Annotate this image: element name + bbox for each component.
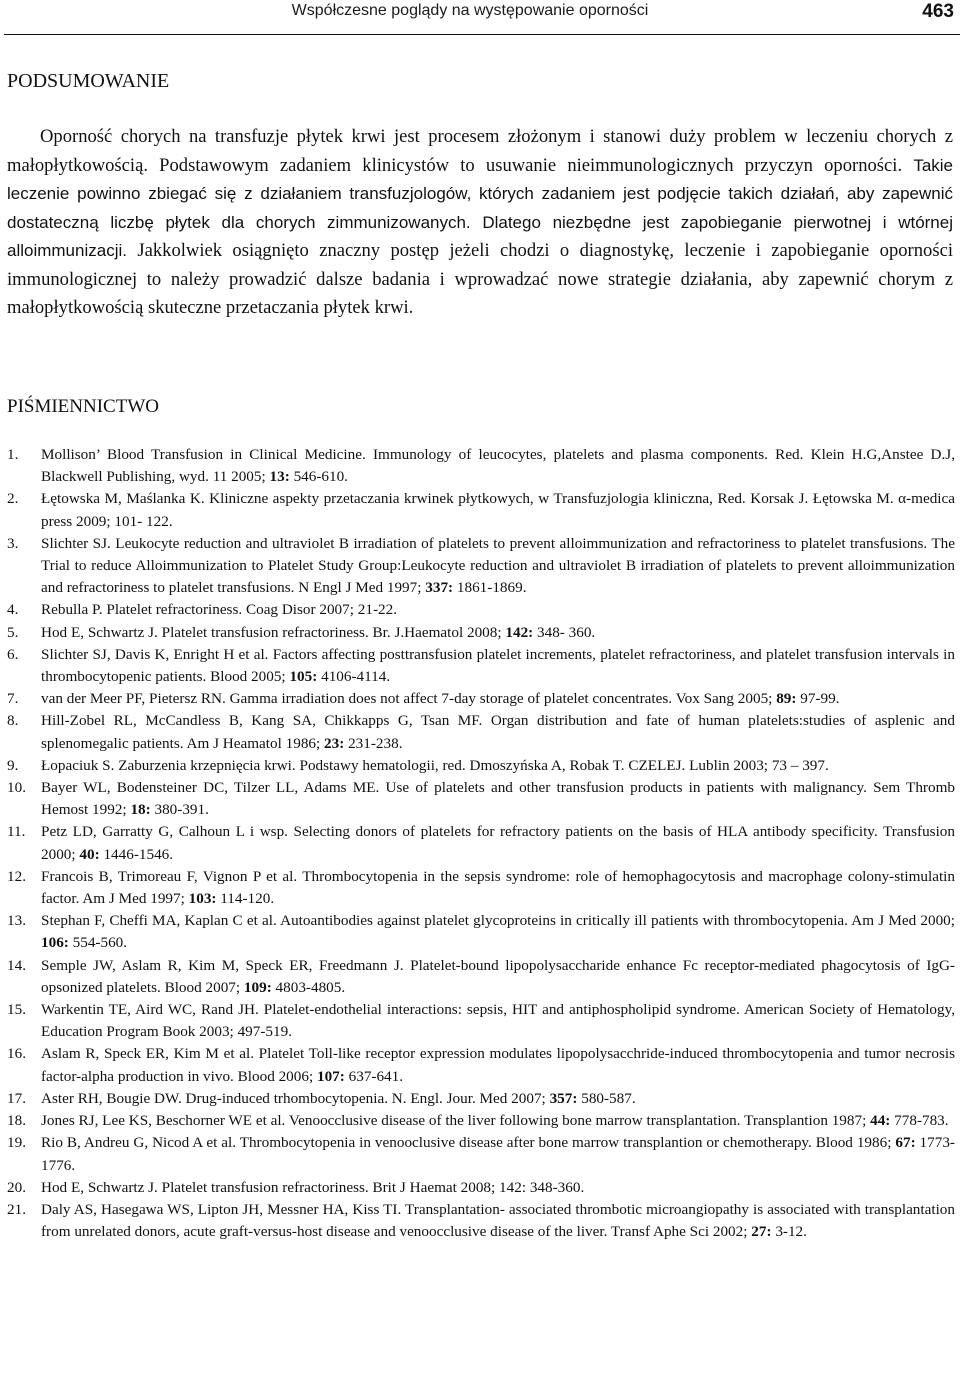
reference-number: 14. <box>7 956 26 974</box>
reference-volume: 103: <box>188 890 217 908</box>
reference-pages: 1446-1546. <box>99 845 174 863</box>
reference-number: 11. <box>7 823 26 841</box>
reference-volume: 40: <box>79 845 100 863</box>
reference-text <box>41 1132 955 1176</box>
reference-item <box>7 444 955 488</box>
reference-citation: Slichter SJ, Davis K, Enright H et al. Factors affecting posttransfusion platelet increments, platelet refractoriness, and platelet transfusion intervals in thrombocytopenic patients. Blood 2005; <box>41 645 955 686</box>
reference-pages: 4803-4805. <box>271 978 346 996</box>
reference-item <box>7 1132 955 1176</box>
reference-volume: 13: <box>269 468 290 486</box>
reference-citation: Rio B, Andreu G, Nicod A et al. Thrombocytopenia in venooclusive disease after bone marrow transplantion or chemotherapy. Blood 1986; <box>41 1134 896 1152</box>
reference-number: 13. <box>7 912 26 930</box>
reference-pages: 637-641. <box>344 1067 404 1085</box>
reference-pages: 3-12. <box>771 1223 807 1241</box>
reference-citation: Francois B, Trimoreau F, Vignon P et al. Thrombocytopenia in the sepsis syndrome: role of hemophagocytosis and macrophage colony-stimulatin factor. Am J Med 1997; <box>41 867 955 908</box>
reference-pages: 4106-4114. <box>317 668 391 686</box>
reference-number: 9. <box>7 756 19 774</box>
reference-volume: 105: <box>289 668 318 686</box>
reference-list <box>7 444 955 1243</box>
reference-volume: 18: <box>130 801 151 819</box>
reference-text <box>41 622 955 644</box>
reference-citation: Hill-Zobel RL, McCandless B, Kang SA, Chikkapps G, Tsan MF. Organ distribution and fate of human platelets:studies of asplenic and splenomegalic patients. Am J Heamatol 1986; <box>41 712 955 752</box>
reference-text <box>41 710 955 754</box>
reference-text <box>41 1199 955 1243</box>
reference-pages: 554-560. <box>68 934 128 952</box>
reference-text <box>41 1043 955 1087</box>
reference-number: 21. <box>7 1200 26 1218</box>
summary-heading: PODSUMOWANIE <box>7 70 170 92</box>
reference-pages: 1773-1776. <box>41 1134 955 1174</box>
reference-item <box>7 710 955 754</box>
reference-item <box>7 488 955 532</box>
reference-item <box>7 1199 955 1243</box>
reference-number: 7. <box>7 690 19 708</box>
reference-item <box>7 688 955 710</box>
reference-item <box>7 1043 955 1087</box>
reference-item <box>7 622 955 644</box>
reference-citation: Łopaciuk S. Zaburzenia krzepnięcia krwi. Podstawy hematologii, red. Dmoszyńska A, Robak T. CZELEJ. Lublin 2003; 73 – 397. <box>41 756 829 774</box>
reference-number: 20. <box>7 1178 26 1196</box>
reference-text <box>41 1088 955 1110</box>
reference-text <box>41 910 955 954</box>
reference-text <box>41 688 955 710</box>
reference-item <box>7 533 955 600</box>
reference-item <box>7 777 955 821</box>
reference-pages: 114-120. <box>216 890 275 908</box>
reference-number: 10. <box>7 779 26 797</box>
header-divider <box>4 34 960 35</box>
reference-pages: 580-587. <box>577 1089 636 1107</box>
reference-volume: 357: <box>549 1089 578 1107</box>
reference-number: 4. <box>7 601 19 619</box>
reference-volume: 337: <box>425 579 454 597</box>
summary-text-part-3: Jakkolwiek osiągnięto znaczny postęp jeżeli chodzi o diagnostykę, leczenie i zapobieganie oporności immunologicznej to należy prowadzić dalsze badania i wprowadzać nowe strategie działania, aby zapewnić chorym z małopłytkowością skuteczne przetaczania płytek krwi. <box>7 240 953 318</box>
reference-volume: 106: <box>41 934 69 952</box>
reference-citation: Łętowska M, Maślanka K. Kliniczne aspekty przetaczania krwinek płytkowych, w Transfuzjologia kliniczna, Red. Korsak J. Łętowska M. α-medica press 2009; 101- 122. <box>41 490 955 530</box>
running-title: Współczesne poglądy na występowanie oporności <box>291 2 649 19</box>
reference-volume: 142: <box>505 623 534 641</box>
page-number: 463 <box>922 1 954 22</box>
summary-text-part-1: Oporność chorych na transfuzje płytek krwi jest procesem złożonym i stanowi duży problem w leczeniu chorych z małopłytkowością. Podstawowym zadaniem klinicystów to usuwanie nieimmunologicznych przyczyn oporności. <box>7 126 953 176</box>
reference-item <box>7 755 955 777</box>
running-header <box>0 0 960 34</box>
reference-volume: 109: <box>243 978 272 996</box>
reference-citation: Slichter SJ. Leukocyte reduction and ultraviolet B irradiation of platelets to prevent alloimmunization and refractoriness to platelet transfusions. The Trial to reduce Alloimmunization to Platelet Study Group:Leukocyte reduction and ultraviolet B irradiation of platelets to prevent alloimmunization and refractoriness to platelet transfusions. N Engl J Med 1997; <box>41 534 955 597</box>
reference-volume: 44: <box>870 1112 891 1130</box>
reference-number: 3. <box>7 534 19 552</box>
references-heading: PIŚMIENNICTWO <box>7 396 159 417</box>
reference-text <box>41 866 955 910</box>
reference-number: 18. <box>7 1112 26 1130</box>
summary-paragraph <box>7 123 953 323</box>
reference-text <box>41 444 955 488</box>
reference-number: 5. <box>7 623 19 641</box>
reference-number: 6. <box>7 645 19 663</box>
reference-citation: Aslam R, Speck ER, Kim M et al. Platelet Toll-like receptor expression modulates lipopolysacchride-induced thrombocytopenia and tumor necrosis factor-alpha production in vivo. Blood 2006; <box>41 1045 955 1085</box>
reference-item <box>7 910 955 954</box>
reference-number: 12. <box>7 867 26 885</box>
reference-pages: 348- 360. <box>533 623 596 641</box>
reference-citation: Hod E, Schwartz J. Platelet transfusion refractoriness. Br. J.Haematol 2008; <box>41 623 506 641</box>
reference-text <box>41 1110 955 1132</box>
reference-text <box>41 644 955 688</box>
reference-text <box>41 599 955 621</box>
summary-text-part-2: Takie leczenie powinno zbiegać się z działaniem transfuzjologów, których zadaniem jest podjęcie takich działań, aby zapewnić dostateczną liczbę płytek dla chorych zimmunizowanych. Dlatego niezbędne jest zapobieganie pierwotnej i wtórnej alloimmunizacji. <box>7 155 953 260</box>
reference-citation: Mollison’ Blood Transfusion in Clinical Medicine. Immunology of leucocytes, platelets and plasma components. Red. Klein H.G,Anstee D.J, Blackwell Publishing, wyd. 11 2005; <box>41 446 955 486</box>
reference-item <box>7 999 955 1043</box>
reference-text <box>41 1177 955 1199</box>
reference-number: 8. <box>7 712 19 730</box>
reference-citation: Jones RJ, Lee KS, Beschorner WE et al. Venoocclusive disease of the liver following bone marrow transplantation. Transplantion 1987; <box>41 1112 871 1130</box>
reference-text <box>41 755 955 777</box>
reference-item <box>7 821 955 865</box>
reference-citation: van der Meer PF, Pietersz RN. Gamma irradiation does not affect 7-day storage of platelet concentrates. Vox Sang 2005; <box>41 690 777 708</box>
reference-citation: Hod E, Schwartz J. Platelet transfusion refractoriness. Brit J Haemat 2008; 142: 348-360. <box>41 1178 585 1196</box>
reference-pages: 97-99. <box>796 690 840 708</box>
reference-item <box>7 1177 955 1199</box>
reference-citation: Daly AS, Hasegawa WS, Lipton JH, Messner HA, Kiss TI. Transplantation- associated thrombotic microangiopathy is associated with transplantation from unrelated donors, acute graft-versus-host disease and venoocclusive disease of the liver. Transf Aphe Sci 2002; <box>41 1200 955 1241</box>
reference-item <box>7 599 955 621</box>
reference-pages: 380-391. <box>150 801 209 819</box>
reference-citation: Semple JW, Aslam R, Kim M, Speck ER, Freedmann J. Platelet-bound lipopolysaccharide enhance Fc receptor-mediated phagocytosis of IgG-opsonized platelets. Blood 2007; <box>41 956 955 996</box>
reference-pages: 778-783. <box>890 1112 949 1130</box>
reference-number: 15. <box>7 1001 26 1019</box>
reference-item <box>7 866 955 910</box>
reference-item <box>7 1088 955 1110</box>
reference-number: 17. <box>7 1089 26 1107</box>
reference-citation: Petz LD, Garratty G, Calhoun L i wsp. Selecting donors of platelets for refractory patients on the basis of HLA antibody specificity. Transfusion 2000; <box>41 823 955 863</box>
reference-text <box>41 777 955 821</box>
reference-number: 16. <box>7 1045 26 1063</box>
reference-text <box>41 533 955 600</box>
reference-volume: 107: <box>316 1067 345 1085</box>
reference-volume: 27: <box>751 1223 772 1241</box>
reference-pages: 546-610. <box>289 468 348 486</box>
reference-text <box>41 821 955 865</box>
reference-number: 2. <box>7 490 19 508</box>
reference-citation: Warkentin TE, Aird WC, Rand JH. Platelet-endothelial interactions: sepsis, HIT and antiphospholipid syndrome. American Society of Hematology, Education Program Book 2003; 497-519. <box>41 1001 955 1041</box>
reference-citation: Aster RH, Bougie DW. Drug-induced trhombocytopenia. N. Engl. Jour. Med 2007; <box>41 1089 550 1107</box>
reference-item <box>7 1110 955 1132</box>
reference-citation: Bayer WL, Bodensteiner DC, Tilzer LL, Adams ME. Use of platelets and other transfusion products in patients with malignancy. Sem Thromb Hemost 1992; <box>41 779 955 819</box>
reference-number: 19. <box>7 1134 26 1152</box>
reference-number: 1. <box>7 446 19 463</box>
reference-item <box>7 955 955 999</box>
reference-citation: Stephan F, Cheffi MA, Kaplan C et al. Autoantibodies against platelet glycoproteins in critically ill patients with thrombocytopenia. Am J Med 2000; <box>41 912 955 930</box>
reference-volume: 89: <box>776 690 797 708</box>
reference-item <box>7 644 955 688</box>
reference-volume: 23: <box>324 734 345 752</box>
reference-text <box>41 488 955 532</box>
reference-citation: Rebulla P. Platelet refractoriness. Coag Disor 2007; 21-22. <box>41 601 397 619</box>
reference-text <box>41 999 955 1043</box>
reference-pages: 1861-1869. <box>453 579 527 597</box>
reference-volume: 67: <box>895 1134 916 1152</box>
reference-pages: 231-238. <box>344 734 403 752</box>
reference-text <box>41 955 955 999</box>
